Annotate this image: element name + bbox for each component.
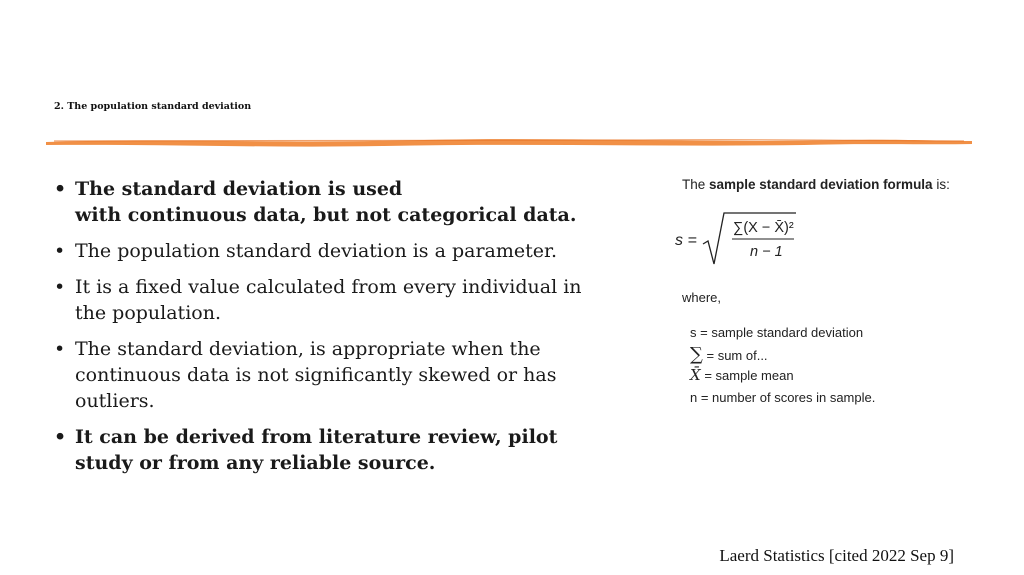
bullet-list xyxy=(52,176,612,486)
orange-brush-divider xyxy=(44,134,974,150)
where-label: where, xyxy=(682,290,722,305)
formula-lhs: s = xyxy=(675,232,697,249)
formula-heading: The sample standard deviation formula is: xyxy=(682,177,950,192)
formula-image xyxy=(670,170,970,415)
formula-denominator: n − 1 xyxy=(750,244,783,260)
bullet-text: The standard deviation is used xyxy=(75,178,403,200)
bullet-item xyxy=(52,176,612,228)
formula-numerator: ∑(X − X̄)² xyxy=(733,220,794,236)
bullet-item: • It can be derived from literature review, pilot study or from any reliable source. xyxy=(52,424,612,476)
definition-s: s = sample standard deviation xyxy=(690,325,864,340)
definition-mean: X̄ = sample mean xyxy=(690,366,794,384)
bullet-text: with continuous data, but not categorical data. xyxy=(75,204,577,226)
bullet-item: • It is a fixed value calculated from every individual in the population. xyxy=(52,274,612,326)
bullet-item: • The population standard deviation is a parameter. xyxy=(52,238,612,264)
citation: Laerd Statistics [cited 2022 Sep 9] xyxy=(719,546,954,565)
sigma-symbol: ∑ xyxy=(690,344,703,365)
bullet-item: • The standard deviation, is appropriate when the continuous data is not significantly skewed or has outliers. xyxy=(52,336,612,414)
definition-sum: ∑ = sum of... xyxy=(690,344,768,365)
xbar-symbol: X̄ xyxy=(690,366,701,384)
slide-title: 2. The population standard deviation xyxy=(54,101,252,112)
definition-n: n = number of scores in sample. xyxy=(690,390,876,405)
